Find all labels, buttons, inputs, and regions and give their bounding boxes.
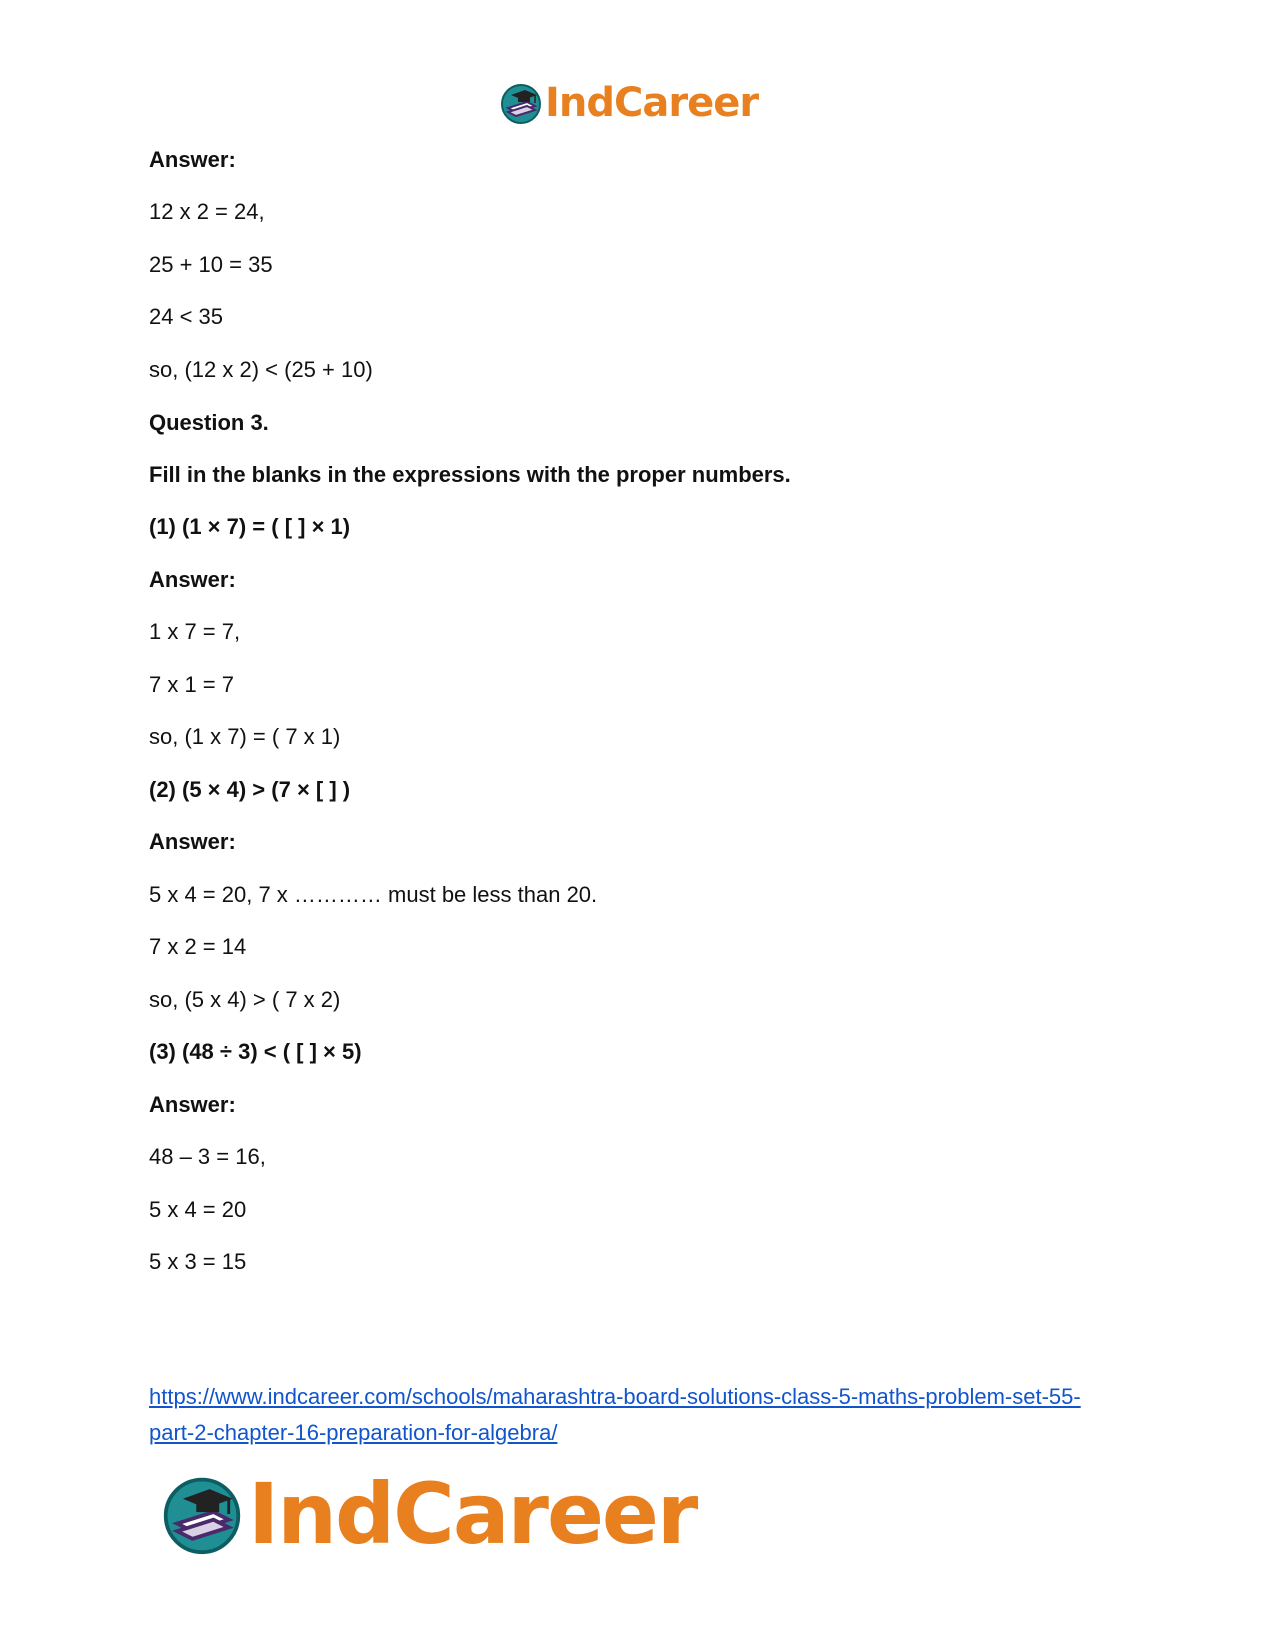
body-text: 5 x 4 = 20, 7 x ………… must be less than 20. xyxy=(149,882,598,907)
answer-label: Answer: xyxy=(149,567,236,592)
answer-label: Answer: xyxy=(149,147,236,172)
body-text: 7 x 1 = 7 xyxy=(149,672,235,697)
body-text: 7 x 2 = 14 xyxy=(149,934,247,959)
body-text: 25 + 10 = 35 xyxy=(149,252,273,277)
brand-name: IndCareer xyxy=(545,80,759,126)
body-text: so, (5 x 4) > ( 7 x 2) xyxy=(149,987,341,1012)
graduation-cap-book-globe-icon xyxy=(160,1472,244,1556)
sub-question: (2) (5 × 4) > (7 × [ ] ) xyxy=(149,777,351,802)
body-text: so, (12 x 2) < (25 + 10) xyxy=(149,357,373,382)
source-link-line-2[interactable]: part-2-chapter-16-preparation-for-algebra/ xyxy=(149,1420,558,1445)
question-heading: Question 3. xyxy=(149,410,269,435)
graduation-cap-book-globe-icon xyxy=(499,81,543,125)
body-text: 5 x 4 = 20 xyxy=(149,1197,247,1222)
body-text: 12 x 2 = 24, xyxy=(149,199,265,224)
sub-question: (3) (48 ÷ 3) < ( [ ] × 5) xyxy=(149,1039,362,1064)
footer-logo xyxy=(160,1465,696,1563)
body-text: so, (1 x 7) = ( 7 x 1) xyxy=(149,724,341,749)
body-text: 24 < 35 xyxy=(149,304,224,329)
body-text: 1 x 7 = 7, xyxy=(149,619,241,644)
source-link-line-1[interactable]: https://www.indcareer.com/schools/maharashtra-board-solutions-class-5-maths-problem-set-55- xyxy=(149,1384,1081,1409)
question-prompt: Fill in the blanks in the expressions with the proper numbers. xyxy=(149,462,791,487)
body-text: 5 x 3 = 15 xyxy=(149,1249,247,1274)
answer-label: Answer: xyxy=(149,829,236,854)
answer-label: Answer: xyxy=(149,1092,236,1117)
brand-name: IndCareer xyxy=(248,1465,697,1563)
sub-question: (1) (1 × 7) = ( [ ] × 1) xyxy=(149,514,351,539)
header-logo xyxy=(499,80,758,126)
source-link[interactable] xyxy=(149,1379,1139,1451)
body-text: 48 – 3 = 16, xyxy=(149,1144,266,1169)
